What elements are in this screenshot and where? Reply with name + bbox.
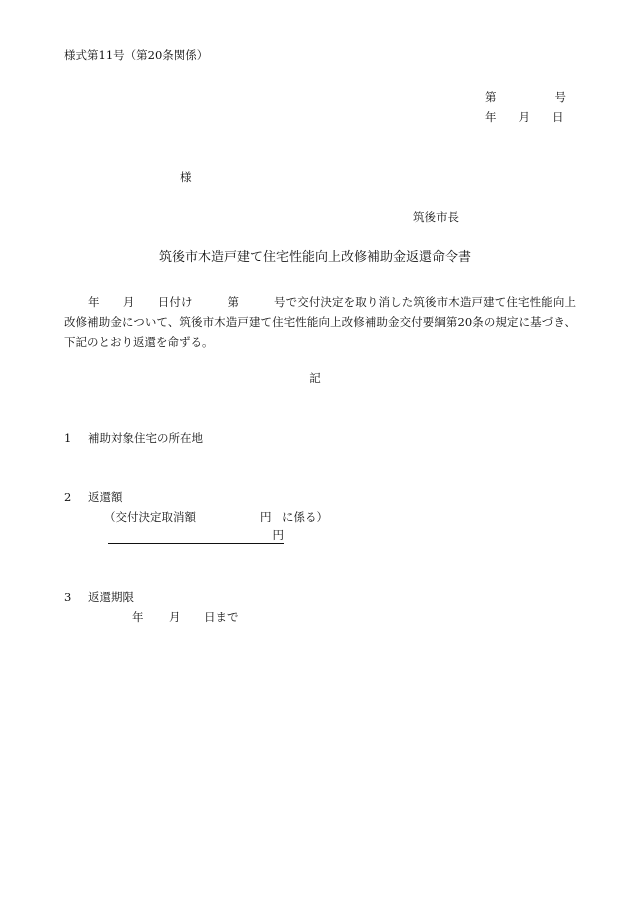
item-location	[64, 433, 203, 445]
item-label: 返還額	[88, 490, 123, 504]
ki-marker: 記	[309, 371, 321, 385]
date-year: 年	[485, 110, 497, 124]
item-number: 3	[64, 590, 72, 604]
deadline-year: 年	[132, 610, 144, 624]
document-number-prefix: 第	[485, 90, 497, 104]
deadline-month: 月	[169, 610, 181, 624]
cancel-amount-close: に係る）	[282, 510, 328, 524]
deadline-day-until: 日まで	[204, 610, 239, 624]
item-label: 補助対象住宅の所在地	[88, 431, 203, 445]
document-title: 筑後市木造戸建て住宅性能向上改修補助金返還命令書	[158, 250, 471, 265]
addressee-honorific: 様	[180, 170, 192, 184]
cancel-amount-yen: 円	[260, 510, 272, 524]
document-number-line	[485, 92, 566, 104]
item-refund-amount	[64, 492, 123, 504]
cancel-amount-line	[104, 512, 328, 524]
refund-amount-underline	[108, 530, 284, 544]
item-label: 返還期限	[88, 590, 134, 604]
refund-amount-yen: 円	[272, 528, 284, 542]
body-paragraph: 年 月 日付け 第 号で交付決定を取り消した筑後市木造戸建て住宅性能向上改修補助金について、筑後市木造戸建て住宅性能向上改修補助金交付要綱第20条の規定に基づき、下記のとおり返還を命ずる。	[64, 295, 576, 349]
date-day: 日	[552, 110, 564, 124]
document-number-suffix: 号	[554, 90, 566, 104]
document-date-line	[485, 112, 564, 124]
item-number: 1	[64, 431, 72, 445]
cancel-amount-open: （交付決定取消額	[104, 510, 196, 524]
item-number: 2	[64, 490, 72, 504]
form-number: 様式第11号（第20条関係）	[64, 48, 209, 62]
issuer-name: 筑後市長	[413, 210, 459, 224]
deadline-date-line	[132, 612, 239, 624]
item-refund-deadline	[64, 592, 134, 604]
date-month: 月	[518, 110, 530, 124]
